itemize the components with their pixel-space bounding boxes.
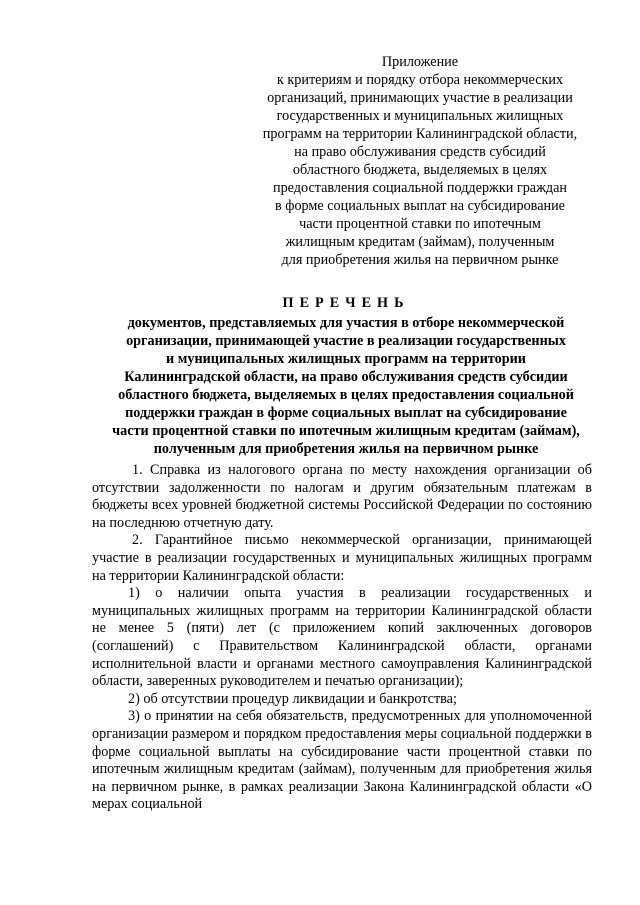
- appendix-line: к критериям и порядку отбора некоммерческих: [276, 72, 564, 88]
- paragraph-item-3: 3) о принятии на себя обязательств, предусмотренных для уполномоченной организации размером и порядком предоставления меры социальной поддержки в форме социальной выплаты на субсидирование части процентной ставки по ипотечным жилищным кредитам (займам), полученным для приобретения жилья на первичном рынке, в рамках реализации Закона Калининградской области «О мерах социальной: [92, 708, 592, 813]
- heading-line: полученным для приобретения жилья на первичном рынке: [153, 441, 539, 457]
- heading-line: документов, представляемых для участия в отборе некоммерческой: [127, 315, 565, 331]
- heading-line: областного бюджета, выделяемых в целях предоставления социальной: [118, 387, 574, 403]
- heading-line: и муниципальных жилищных программ на территории: [165, 351, 526, 367]
- appendix-line: государственных и муниципальных жилищных: [276, 108, 564, 124]
- paragraph-item-1: 1) о наличии опыта участия в реализации государственных и муниципальных жилищных программ на территории Калининградской области не менее 5 (пяти) лет (с приложением копий заключенных договоров (соглашений) с Правительством Калининградской области, органами исполнительной власти и органами местного самоуправления Калининградской области, заверенных руководителем и печатью организации);: [92, 585, 592, 690]
- paragraph-1: 1. Справка из налогового органа по месту нахождения организации об отсутствии задолженности по налогам и другим обязательным платежам в бюджеты всех уровней бюджетной системы Российской Федерации по состоянию на последнюю отчетную дату.: [92, 462, 592, 531]
- appendix-line: предоставления социальной поддержки граждан: [272, 180, 567, 196]
- paragraph-item-2: 2) об отсутствии процедур ликвидации и банкротства;: [128, 690, 457, 707]
- appendix-line: на право обслуживания средств субсидий: [294, 144, 546, 160]
- document-body: [92, 462, 592, 814]
- heading-line: поддержки граждан в форме социальных выплат на субсидирование: [125, 405, 567, 421]
- appendix-line: в форме социальных выплат на субсидирование: [275, 198, 565, 214]
- heading-line: организации, принимающей участие в реализации государственных: [126, 333, 566, 349]
- appendix-header: [252, 53, 588, 269]
- appendix-line: областного бюджета, выделяемых в целях: [292, 162, 548, 178]
- heading-title: ПЕРЕЧЕНЬ: [282, 295, 410, 311]
- document-heading: [60, 294, 632, 458]
- appendix-line: Приложение: [381, 54, 459, 70]
- appendix-line: жилищным кредитам (займам), полученным: [285, 234, 555, 250]
- appendix-line: части процентной ставки по ипотечным: [299, 216, 541, 232]
- appendix-line: для приобретения жилья на первичном рынке: [281, 252, 559, 268]
- heading-line: Калининградской области, на право обслуживания средств субсидии: [124, 369, 568, 385]
- appendix-line: организаций, принимающих участие в реализации: [267, 90, 573, 106]
- appendix-line: программ на территории Калининградской области,: [262, 126, 578, 142]
- heading-line: части процентной ставки по ипотечным жилищным кредитам (займам),: [112, 423, 580, 439]
- paragraph-2: 2. Гарантийное письмо некоммерческой организации, принимающей участие в реализации государственных и муниципальных жилищных программ на территории Калининградской области:: [92, 532, 592, 584]
